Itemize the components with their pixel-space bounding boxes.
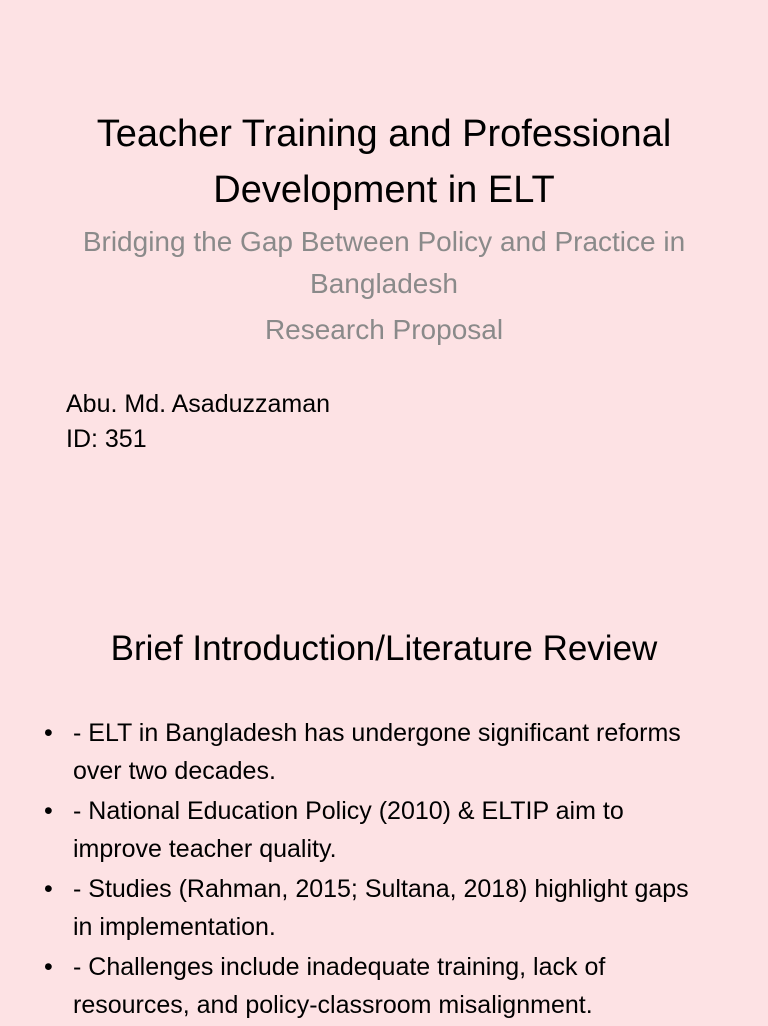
slide-subtitle: Bridging the Gap Between Policy and Practice in Bangladesh	[82, 226, 686, 299]
list-item	[44, 792, 704, 868]
bullet-text: - Studies (Rahman, 2015; Sultana, 2018) highlight gaps in implementation.	[73, 875, 689, 941]
list-item	[44, 714, 704, 790]
bullet-icon: •	[44, 797, 53, 825]
author-block	[66, 387, 330, 457]
bullet-icon: •	[44, 953, 53, 981]
list-item	[44, 870, 704, 946]
bullet-list	[44, 714, 704, 1026]
slide-title: Teacher Training and Professional Development in ELT	[96, 113, 672, 211]
section-title: Brief Introduction/Literature Review	[110, 629, 658, 668]
bullet-icon: •	[44, 719, 53, 747]
bullet-text: - National Education Policy (2010) & ELTIP aim to improve teacher quality.	[73, 797, 624, 863]
bullet-icon: •	[44, 875, 53, 903]
literature-review-slide	[0, 600, 768, 1024]
bullet-text: - ELT in Bangladesh has undergone significant reforms over two decades.	[73, 719, 681, 785]
list-item	[44, 948, 704, 1024]
slide-subtitle-proposal: Research Proposal	[264, 314, 504, 345]
bullet-text: - Challenges include inadequate training, lack of resources, and policy-classroom misalignment.	[73, 953, 606, 1019]
author-name: Abu. Md. Asaduzzaman	[66, 390, 331, 418]
author-id: ID: 351	[66, 425, 147, 453]
